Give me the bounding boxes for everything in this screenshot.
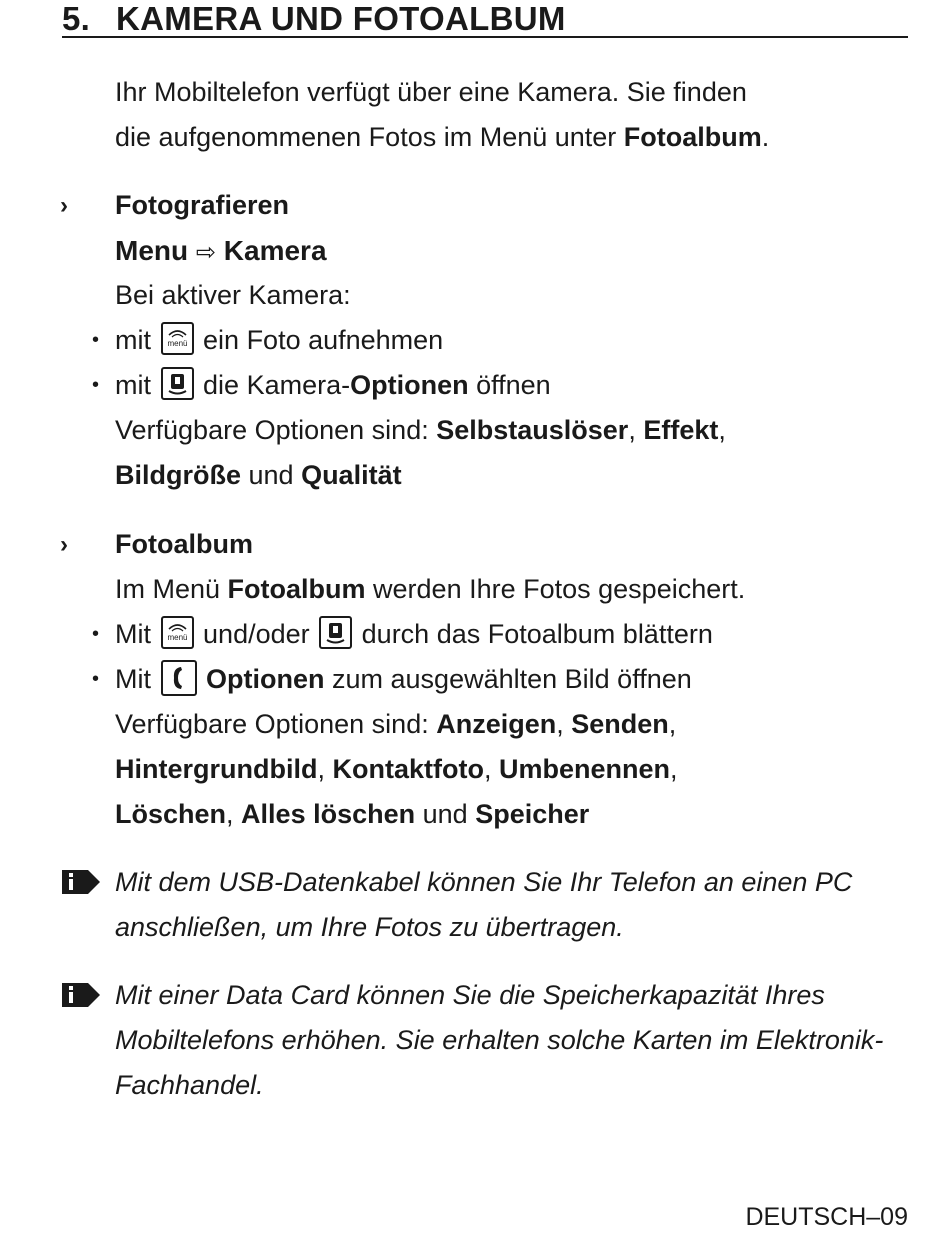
phonebook-key-icon xyxy=(161,367,194,400)
separator: , xyxy=(317,754,333,784)
option-kontaktfoto: Kontaktfoto xyxy=(332,754,484,784)
separator: , xyxy=(668,709,677,739)
phonebook-key-icon xyxy=(319,616,352,649)
optionen-label: Optionen xyxy=(350,370,469,400)
note-line: Mit dem USB-Datenkabel können Sie Ihr Telefon an einen PC xyxy=(115,867,853,897)
list-item xyxy=(92,318,905,363)
desc-text: Im Menü xyxy=(115,574,228,604)
options-line xyxy=(115,408,905,453)
section-fotografieren xyxy=(60,183,905,498)
section-heading xyxy=(62,2,908,38)
option-qualitaet: Qualität xyxy=(301,460,402,490)
fotoalbum-title-line xyxy=(60,522,905,567)
arrow-right-icon: ⇨ xyxy=(195,239,216,266)
menu-path xyxy=(115,228,905,273)
svg-text:menü: menü xyxy=(167,339,188,349)
bullet-text: mit xyxy=(115,370,151,400)
bullet-dot: • xyxy=(92,329,100,351)
call-key-icon xyxy=(161,660,197,696)
option-selbstausloeser: Selbstauslöser xyxy=(436,415,629,445)
options-text: Verfügbare Optionen sind: xyxy=(115,415,437,445)
section-number: 5. xyxy=(62,0,91,37)
section-marker: › xyxy=(60,192,68,219)
note-line: anschließen, um Ihre Fotos zu übertragen. xyxy=(115,912,624,942)
options-line xyxy=(115,792,905,837)
intro-fotoalbum: Fotoalbum xyxy=(623,122,762,152)
option-senden: Senden xyxy=(571,709,669,739)
bullet-text: zum ausgewählten Bild öffnen xyxy=(324,664,692,694)
note-line: Fachhandel. xyxy=(115,1070,264,1100)
option-anzeigen: Anzeigen xyxy=(436,709,557,739)
menu-path-kamera: Kamera xyxy=(223,235,327,266)
desc-text: werden Ihre Fotos gespeichert. xyxy=(365,574,746,604)
bullet-text: die Kamera- xyxy=(203,370,351,400)
svg-text:menü: menü xyxy=(167,633,188,643)
fotoalbum-desc xyxy=(115,567,905,612)
option-umbenennen: Umbenennen xyxy=(498,754,671,784)
options-text: Verfügbare Optionen sind: xyxy=(115,709,437,739)
section-title: KAMERA UND FOTOALBUM xyxy=(116,0,566,37)
desc-fotoalbum: Fotoalbum xyxy=(227,574,366,604)
options-line xyxy=(115,453,905,498)
bullet-text: durch das Fotoalbum blättern xyxy=(361,619,713,649)
bullet-text: und/oder xyxy=(203,619,310,649)
separator: , xyxy=(670,754,678,784)
option-effekt: Effekt xyxy=(643,415,719,445)
menu-key-icon xyxy=(161,616,194,649)
option-bildgroesse: Bildgröße xyxy=(115,460,241,490)
info-icon xyxy=(60,981,102,1009)
note-line: Mit einer Data Card können Sie die Speicherkapazität Ihres xyxy=(115,980,825,1010)
intro-line-1: Ihr Mobiltelefon verfügt über eine Kamera. Sie finden xyxy=(115,77,747,107)
options-line xyxy=(115,747,905,792)
section-fotoalbum xyxy=(60,522,905,837)
intro-period: . xyxy=(761,122,770,152)
conjunction: und xyxy=(241,460,302,490)
intro-text: die aufgenommenen Fotos im Menü unter xyxy=(115,122,624,152)
info-note-datacard xyxy=(115,973,905,1108)
page-footer: DEUTSCH–09 xyxy=(745,1203,908,1231)
list-item xyxy=(92,657,905,702)
menu-path-menu: Menu xyxy=(115,235,189,266)
info-icon xyxy=(60,868,102,896)
option-loeschen: Löschen xyxy=(115,799,227,829)
intro-paragraph xyxy=(115,70,905,160)
active-camera-text: Bei aktiver Kamera: xyxy=(115,280,351,310)
bullet-dot: • xyxy=(92,374,100,396)
fotografieren-title: Fotografieren xyxy=(115,190,290,220)
separator: , xyxy=(483,754,499,784)
bullet-text: mit xyxy=(115,325,151,355)
options-line xyxy=(115,702,905,747)
separator: , xyxy=(718,415,726,445)
bullet-dot: • xyxy=(92,623,100,645)
intro-line-2 xyxy=(115,115,905,160)
bullet-text: öffnen xyxy=(468,370,551,400)
note-line: Mobiltelefons erhöhen. Sie erhalten solche Karten im Elektronik- xyxy=(115,1025,884,1055)
separator: , xyxy=(556,709,572,739)
bullet-text: ein Foto aufnehmen xyxy=(203,325,444,355)
option-speicher: Speicher xyxy=(475,799,590,829)
bullet-dot: • xyxy=(92,668,100,690)
list-item xyxy=(92,363,905,408)
option-hintergrundbild: Hintergrundbild xyxy=(115,754,318,784)
list-item xyxy=(92,612,905,657)
bullet-text: Mit xyxy=(115,664,151,694)
conjunction: und xyxy=(415,799,476,829)
fotografieren-title-line xyxy=(60,183,905,228)
fotoalbum-title: Fotoalbum xyxy=(115,529,253,559)
section-marker: › xyxy=(60,531,68,558)
info-note-usb xyxy=(115,860,905,950)
bullet-text: Mit xyxy=(115,619,151,649)
separator: , xyxy=(226,799,242,829)
menu-key-icon xyxy=(161,322,194,355)
separator: , xyxy=(628,415,644,445)
optionen-label: Optionen xyxy=(206,664,325,694)
option-alles-loeschen: Alles löschen xyxy=(241,799,416,829)
